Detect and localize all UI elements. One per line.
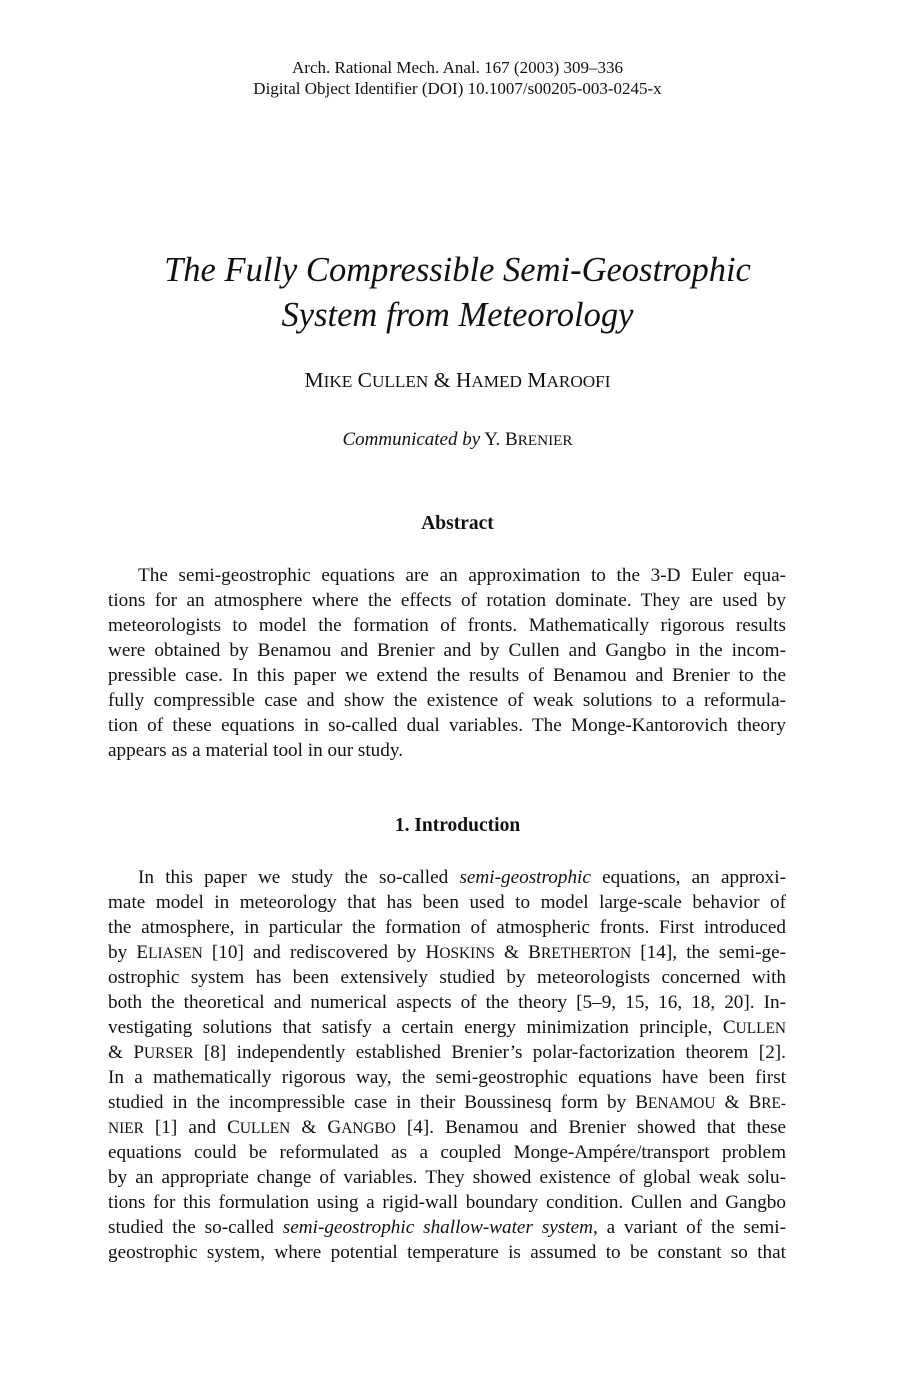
author-2: HAMED MAROOFI [455,368,611,392]
title-line-2: System from Meteorology [281,296,634,334]
intro-line: tions for this formulation using a rigid-wall boundary condition. Cullen and Gangbo [108,1192,786,1213]
intro-line: the atmosphere, in particular the formation of atmospheric fronts. First introduced [108,917,786,938]
title-line-1: The Fully Compressible Semi-Geostrophic [164,251,751,289]
author-separator: & [433,368,451,392]
intro-line: In this paper we study the so-called semi-geostrophic equations, an approxi- [138,867,786,888]
intro-line: vestigating solutions that satisfy a certain energy minimization principle, CULLEN [108,1017,786,1038]
author-list [0,366,915,396]
intro-line: NIER [1] and CULLEN & GANGBO [4]. Benamou and Brenier showed that these [108,1117,787,1138]
abstract-line: fully compressible case and show the existence of weak solutions to a reformula- [108,690,786,711]
communicated-by [0,428,915,453]
abstract-line: meteorologists to model the formation of fronts. Mathematically rigorous results [108,615,786,636]
author-1: MIKE CULLEN [304,368,429,392]
intro-line: both the theoretical and numerical aspects of the theory [5–9, 15, 16, 18, 20]. In- [108,992,786,1013]
intro-line: studied the so-called semi-geostrophic shallow-water system, a variant of the semi- [108,1217,787,1238]
intro-line: & PURSER [8] independently established Brenier’s polar-factorization theorem [2]. [108,1042,786,1063]
abstract-body [108,563,786,763]
intro-line: geostrophic system, where potential temperature is assumed to be constant so that [108,1242,786,1263]
communicating-editor: Y. BRENIER [484,429,573,450]
doi-line: Digital Object Identifier (DOI) 10.1007/s00205-003-0245-x [253,79,662,98]
paper-title [0,248,915,338]
abstract-line: pressible case. In this paper we extend the results of Benamou and Brenier to the [108,665,786,686]
intro-line: equations could be reformulated as a coupled Monge-Ampére/transport problem [108,1142,786,1163]
intro-line: mate model in meteorology that has been used to model large-scale behavior of [108,892,786,913]
abstract-heading: Abstract [421,513,494,534]
introduction-body [108,865,786,1265]
intro-line: by an appropriate change of variables. They showed existence of global weak solu- [108,1167,786,1188]
abstract-line: tion of these equations in so-called dual variables. The Monge-Kantorovich theory [108,715,786,736]
abstract-line: tions for an atmosphere where the effects of rotation dominate. They are used by [108,590,786,611]
communicated-prefix: Communicated by [342,429,481,450]
intro-line: studied in the incompressible case in their Boussinesq form by BENAMOU & BRE- [108,1092,786,1113]
abstract-line: appears as a material tool in our study. [108,740,404,761]
abstract-line: were obtained by Benamou and Brenier and by Cullen and Gangbo in the incom- [108,640,786,661]
intro-line: In a mathematically rigorous way, the semi-geostrophic equations have been first [108,1067,786,1088]
abstract-line: The semi-geostrophic equations are an approximation to the 3-D Euler equa- [138,565,786,586]
journal-citation: Arch. Rational Mech. Anal. 167 (2003) 309–336 [292,58,623,77]
introduction-heading: 1. Introduction [394,815,521,836]
intro-line: by ELIASEN [10] and rediscovered by HOSKINS & BRETHERTON [14], the semi-ge- [108,942,786,963]
journal-header [0,57,915,99]
intro-line: ostrophic system has been extensively studied by meteorologists concerned with [108,967,786,988]
